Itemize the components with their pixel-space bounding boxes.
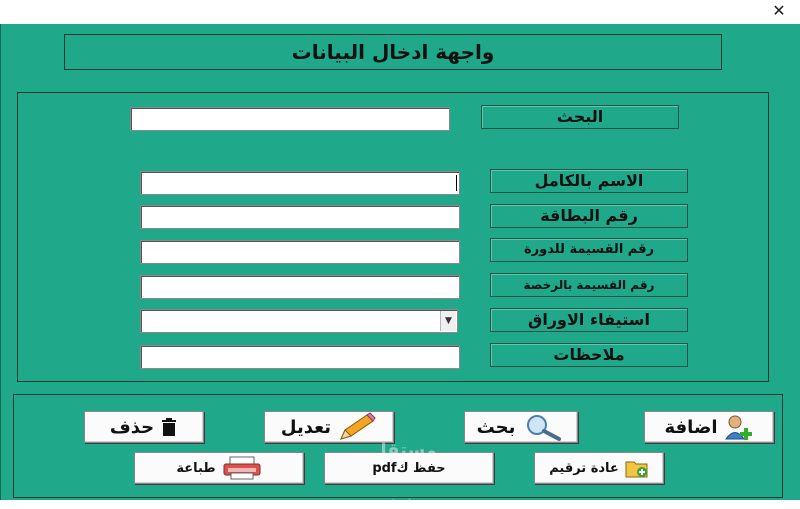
close-icon[interactable]: ✕ — [772, 1, 786, 20]
header-box — [64, 34, 722, 70]
card-number-input[interactable] — [140, 205, 460, 229]
course-voucher-label: رقم القسيمة للدورة — [490, 238, 688, 262]
add-button-label: اضافة — [664, 416, 718, 438]
data-entry-form — [0, 24, 800, 509]
papers-complete-label: استيفاء الاوراق — [490, 308, 688, 332]
full-name-label: الاسم بالكامل — [490, 169, 688, 193]
card-number-label: رقم البطاقة — [490, 204, 688, 228]
folder-add-icon — [625, 458, 649, 478]
delete-button[interactable] — [84, 411, 204, 443]
add-button[interactable] — [644, 411, 774, 443]
watermark: مستقل — [371, 440, 437, 461]
page-title: واجهة ادخال البيانات — [291, 40, 495, 64]
search-button-label: بحث — [476, 416, 516, 438]
fields-frame — [17, 92, 769, 382]
print-button[interactable] — [134, 452, 304, 484]
full-name-input[interactable] — [140, 171, 460, 195]
text-caret — [456, 175, 457, 191]
save-pdf-button[interactable] — [324, 452, 494, 484]
renumber-button-label: عادة ترقيم — [549, 460, 619, 476]
pencil-icon — [337, 413, 377, 441]
license-voucher-label: رقم القسيمة بالرخصة — [490, 273, 688, 297]
search-input[interactable] — [130, 107, 450, 131]
license-voucher-input[interactable] — [140, 275, 460, 299]
delete-button-label: حذف — [109, 416, 155, 438]
magnifier-icon — [521, 414, 565, 440]
edit-button[interactable] — [264, 411, 394, 443]
notes-label: ملاحظات — [490, 343, 688, 367]
add-user-icon — [724, 414, 754, 440]
course-voucher-input[interactable] — [140, 240, 460, 264]
save-pdf-button-label: حفظ كpdf — [372, 460, 446, 476]
title-bar — [0, 0, 800, 24]
edit-button-label: تعديل — [280, 416, 332, 438]
notes-input[interactable] — [140, 345, 460, 369]
trash-icon — [160, 417, 178, 437]
renumber-button[interactable] — [534, 452, 664, 484]
search-button[interactable] — [464, 411, 578, 443]
watermark-url: mostaql.com — [370, 498, 436, 509]
search-label: البحث — [481, 105, 679, 129]
print-button-label: طباعة — [176, 460, 216, 476]
chevron-down-icon[interactable]: ▼ — [440, 311, 456, 331]
papers-complete-select[interactable] — [140, 309, 458, 333]
buttons-frame — [13, 394, 783, 498]
printer-icon — [222, 456, 262, 480]
